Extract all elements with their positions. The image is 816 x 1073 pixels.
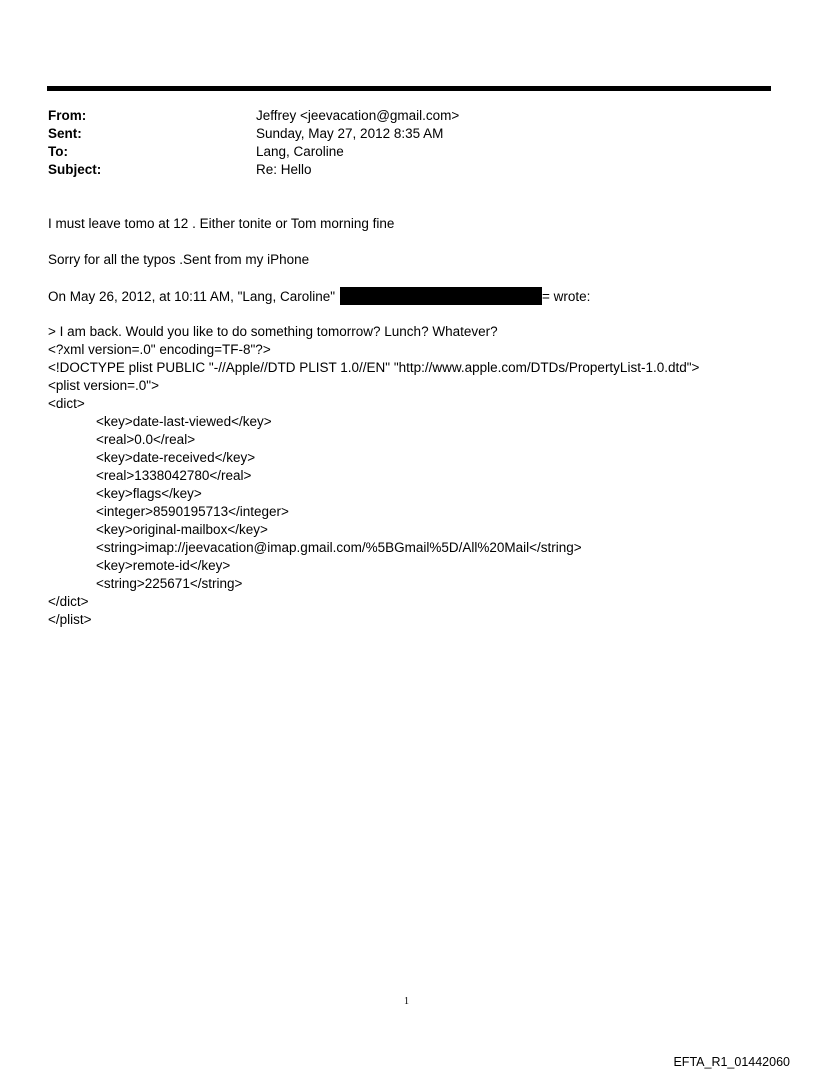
header-rule	[47, 86, 771, 91]
plist-entry-line: <integer>8590195713</integer>	[96, 504, 289, 519]
quote-intro-wrote: = wrote:	[542, 289, 591, 304]
sent-value: Sunday, May 27, 2012 8:35 AM	[256, 126, 444, 141]
to-value: Lang, Caroline	[256, 144, 344, 159]
plist-entry-line: <key>flags</key>	[96, 486, 202, 501]
quoted-plist	[48, 323, 699, 629]
page-number: 1	[404, 996, 409, 1007]
to-label: To:	[48, 144, 68, 159]
plist-entry-line: <string>imap://jeevacation@imap.gmail.com/%5BGmail%5D/All%20Mail</string>	[96, 540, 582, 555]
xml-declaration-line: <?xml version=.0" encoding=TF-8"?>	[48, 342, 271, 357]
quote-intro-text: On May 26, 2012, at 10:11 AM, "Lang, Caroline"	[48, 289, 336, 304]
redaction-box	[340, 287, 542, 305]
plist-entry-line: <key>date-last-viewed</key>	[96, 414, 272, 429]
subject-label: Subject:	[48, 162, 102, 177]
plist-entry-line: <real>1338042780</real>	[96, 468, 252, 483]
plist-close-line: </plist>	[48, 612, 92, 627]
from-label: From:	[48, 108, 87, 123]
plist-entry-line: <real>0.0</real>	[96, 432, 196, 447]
plist-entry-line: <key>remote-id</key>	[96, 558, 231, 573]
doctype-line: <!DOCTYPE plist PUBLIC "-//Apple//DTD PLIST 1.0//EN" "http://www.apple.com/DTDs/PropertyList-1.0.dtd">	[48, 360, 700, 375]
dict-close-line: </dict>	[48, 594, 89, 609]
plist-entry-line: <string>225671</string>	[96, 576, 243, 591]
from-value: Jeffrey <jeevacation@gmail.com>	[256, 108, 460, 123]
plist-entry-line: <key>date-received</key>	[96, 450, 256, 465]
quote-intro	[48, 287, 590, 306]
body-line-1: I must leave tomo at 12 . Either tonite or Tom morning fine	[48, 216, 395, 231]
dict-open-line: <dict>	[48, 396, 85, 411]
plist-entry-line: <key>original-mailbox</key>	[96, 522, 268, 537]
body-line-2: Sorry for all the typos .Sent from my iPhone	[48, 252, 310, 267]
bates-number: EFTA_R1_01442060	[673, 1055, 790, 1069]
plist-open-line: <plist version=.0">	[48, 378, 159, 393]
subject-value: Re: Hello	[256, 162, 312, 177]
quoted-message-line: > I am back. Would you like to do something tomorrow? Lunch? Whatever?	[48, 324, 498, 339]
sent-label: Sent:	[48, 126, 82, 141]
